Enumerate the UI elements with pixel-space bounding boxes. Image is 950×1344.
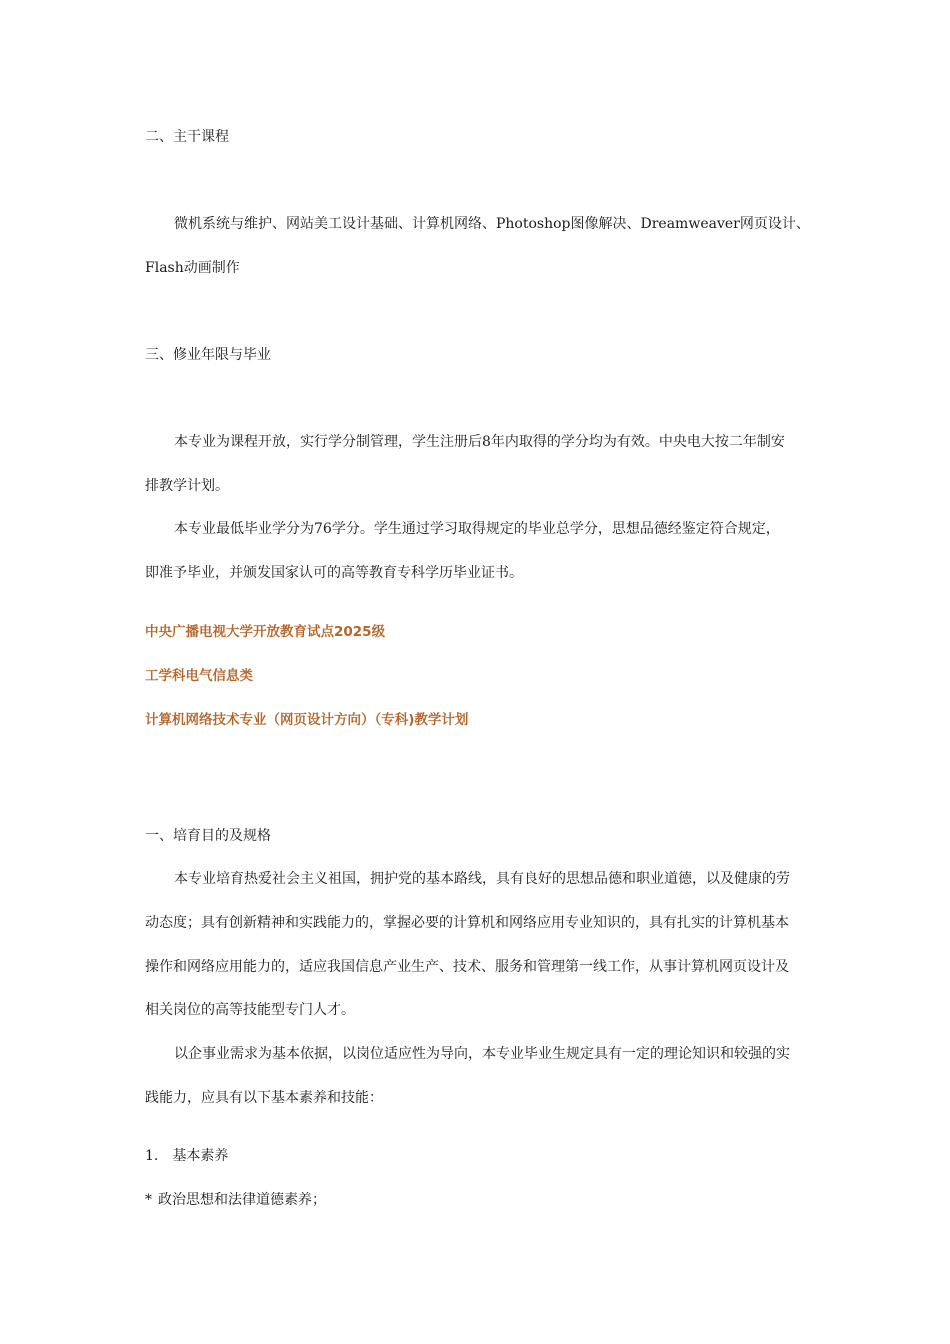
goals-p2-line-1: 以企事业需求为基本依据，以岗位适应性为导向，本专业毕业生规定具有一定的理论知识和较强的实: [174, 1046, 790, 1062]
goals-p1-line-4: 相关岗位的高等技能型专门人才。: [145, 1002, 355, 1018]
goals-p1-line-3: 操作和网络应用能力的，适应我国信息产业生产、技术、服务和管理第一线工作，从事计算机网页设计及: [145, 959, 789, 975]
bullet-item-political: [145, 1190, 326, 1210]
plan-title-line-2: 工学科电气信息类: [145, 668, 253, 684]
duration-p2-line-1: 本专业最低毕业学分为76学分。学生通过学习取得规定的毕业总学分，思想品德经鉴定符合规定，: [174, 521, 780, 537]
courses-text-line-1: 微机系统与维护、网站美工设计基础、计算机网络、Photoshop图像解决、Dreamweaver网页设计、: [174, 216, 810, 232]
plan-title-line-3: 计算机网络技术专业（网页设计方向）（专科)教学计划: [145, 712, 469, 728]
goals-p1-line-2: 动态度；具有创新精神和实践能力的，掌握必要的计算机和网络应用专业知识的，具有扎实的计算机基本: [145, 915, 789, 931]
list-item-basic-qualities: [145, 1146, 228, 1166]
duration-p1-line-1: 本专业为课程开放，实行学分制管理，学生注册后8年内取得的学分均为有效。中央电大按二年制安: [174, 434, 785, 450]
list-number: 1.: [145, 1148, 159, 1164]
section-heading-duration: 三、修业年限与毕业: [145, 347, 271, 363]
courses-text-line-2: Flash动画制作: [145, 260, 240, 276]
goals-p2-line-2: 践能力，应具有以下基本素养和技能：: [145, 1090, 383, 1106]
section-heading-courses: 二、主干课程: [145, 129, 229, 145]
plan-title-line-1: 中央广播电视大学开放教育试点2025级: [145, 624, 386, 640]
goals-p1-line-1: 本专业培育热爱社会主义祖国，拥护党的基本路线，具有良好的思想品德和职业道德，以及健康的劳: [174, 871, 790, 887]
duration-p1-line-2: 排教学计划。: [145, 478, 229, 494]
bullet-star: *: [145, 1192, 152, 1208]
duration-p2-line-2: 即准予毕业，并颁发国家认可的高等教育专科学历毕业证书。: [145, 565, 523, 581]
section-heading-goals: 一、培育目的及规格: [145, 828, 271, 844]
bullet-item-text: 政治思想和法律道德素养；: [158, 1192, 326, 1208]
list-item-label: 基本素养: [172, 1148, 229, 1164]
